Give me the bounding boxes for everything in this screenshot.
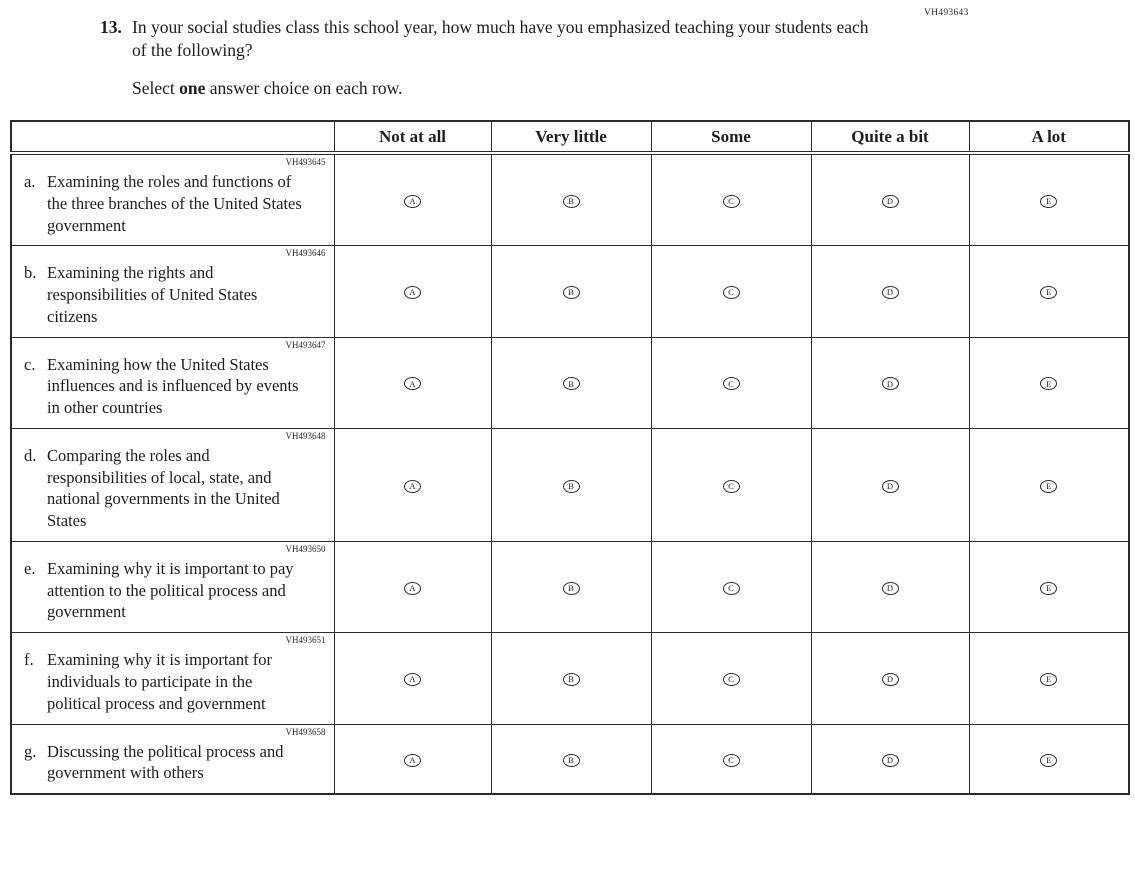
option-cell-quite-a-bit bbox=[811, 428, 969, 541]
option-cell-quite-a-bit bbox=[811, 724, 969, 794]
row-label-text: Examining why it is important for individuals to participate in the political process and government bbox=[47, 650, 273, 713]
row-label-cell bbox=[11, 633, 334, 724]
table-body bbox=[11, 153, 1129, 794]
table-row bbox=[11, 724, 1129, 794]
option-bubble-e[interactable]: E bbox=[1040, 286, 1057, 299]
option-cell-not-at-all bbox=[334, 246, 491, 337]
row-label-cell bbox=[11, 246, 334, 337]
row-letter: f. bbox=[24, 650, 34, 670]
item-code: VH493658 bbox=[285, 726, 326, 737]
option-bubble-c[interactable]: C bbox=[723, 582, 740, 595]
option-cell-very-little bbox=[491, 337, 651, 428]
option-cell-a-lot bbox=[969, 153, 1129, 246]
row-label-line bbox=[22, 171, 328, 236]
option-bubble-c[interactable]: C bbox=[723, 377, 740, 390]
option-cell-a-lot bbox=[969, 428, 1129, 541]
row-label-text: Examining the rights and responsibilities of United States citizens bbox=[47, 263, 258, 326]
option-cell-quite-a-bit bbox=[811, 337, 969, 428]
option-bubble-a[interactable]: A bbox=[404, 480, 421, 493]
column-header-quite-a-bit: Quite a bit bbox=[811, 121, 969, 153]
row-letter: d. bbox=[24, 445, 37, 465]
option-cell-a-lot bbox=[969, 633, 1129, 724]
row-label-cell bbox=[11, 153, 334, 246]
option-cell-quite-a-bit bbox=[811, 633, 969, 724]
option-bubble-b[interactable]: B bbox=[563, 754, 580, 767]
option-cell-not-at-all bbox=[334, 153, 491, 246]
option-cell-a-lot bbox=[969, 541, 1129, 632]
option-cell-very-little bbox=[491, 428, 651, 541]
option-cell-some bbox=[651, 246, 811, 337]
row-letter: e. bbox=[24, 558, 36, 578]
option-cell-quite-a-bit bbox=[811, 153, 969, 246]
table-row bbox=[11, 428, 1129, 541]
option-bubble-d[interactable]: D bbox=[882, 754, 899, 767]
option-bubble-b[interactable]: B bbox=[563, 673, 580, 686]
row-label-line bbox=[22, 262, 328, 327]
option-bubble-d[interactable]: D bbox=[882, 582, 899, 595]
option-bubble-a[interactable]: A bbox=[404, 673, 421, 686]
option-bubble-e[interactable]: E bbox=[1040, 377, 1057, 390]
option-bubble-c[interactable]: C bbox=[723, 480, 740, 493]
option-cell-very-little bbox=[491, 153, 651, 246]
column-header-some: Some bbox=[651, 121, 811, 153]
option-bubble-d[interactable]: D bbox=[882, 480, 899, 493]
option-cell-not-at-all bbox=[334, 724, 491, 794]
row-label-line bbox=[22, 354, 328, 419]
option-cell-a-lot bbox=[969, 724, 1129, 794]
option-bubble-b[interactable]: B bbox=[563, 377, 580, 390]
option-bubble-c[interactable]: C bbox=[723, 286, 740, 299]
item-code: VH493648 bbox=[285, 430, 326, 441]
option-cell-very-little bbox=[491, 633, 651, 724]
question-text: In your social studies class this school year, how much have you emphasized teaching your students each of the following? bbox=[132, 17, 869, 60]
option-cell-very-little bbox=[491, 541, 651, 632]
row-label-text: Examining how the United States influences and is influenced by events in other countries bbox=[47, 354, 299, 418]
question-block bbox=[100, 16, 874, 99]
item-code: VH493647 bbox=[285, 339, 326, 350]
row-label-line bbox=[22, 558, 328, 623]
option-cell-some bbox=[651, 724, 811, 794]
option-cell-some bbox=[651, 153, 811, 246]
row-label-cell bbox=[11, 724, 334, 794]
option-bubble-d[interactable]: D bbox=[882, 286, 899, 299]
option-bubble-d[interactable]: D bbox=[882, 673, 899, 686]
table-row bbox=[11, 633, 1129, 724]
option-cell-quite-a-bit bbox=[811, 541, 969, 632]
question-instruction bbox=[132, 78, 874, 99]
column-header-not-at-all: Not at all bbox=[334, 121, 491, 153]
table-header bbox=[11, 121, 1129, 153]
instruction-suffix: answer choice on each row. bbox=[205, 77, 403, 98]
item-code: VH493645 bbox=[285, 157, 326, 167]
table-row bbox=[11, 541, 1129, 632]
row-letter: b. bbox=[24, 263, 37, 283]
column-header-very-little: Very little bbox=[491, 121, 651, 153]
option-bubble-c[interactable]: C bbox=[723, 754, 740, 767]
item-code: VH493646 bbox=[285, 248, 326, 259]
option-bubble-d[interactable]: D bbox=[882, 195, 899, 208]
option-bubble-e[interactable]: E bbox=[1040, 582, 1057, 595]
instruction-bold-word: one bbox=[179, 77, 206, 98]
option-bubble-a[interactable]: A bbox=[404, 195, 421, 208]
page-accession-code: VH493643 bbox=[924, 8, 969, 18]
option-cell-quite-a-bit bbox=[811, 246, 969, 337]
option-bubble-b[interactable]: B bbox=[563, 582, 580, 595]
option-cell-very-little bbox=[491, 724, 651, 794]
row-label-line bbox=[22, 649, 328, 714]
option-cell-some bbox=[651, 541, 811, 632]
row-label-text: Examining why it is important to pay attention to the political process and government bbox=[47, 558, 294, 622]
option-bubble-b[interactable]: B bbox=[563, 286, 580, 299]
option-cell-some bbox=[651, 337, 811, 428]
table-row bbox=[11, 337, 1129, 428]
option-bubble-d[interactable]: D bbox=[882, 377, 899, 390]
row-label-text: Comparing the roles and responsibilities of local, state, and national governments in the United States bbox=[47, 445, 280, 531]
option-bubble-e[interactable]: E bbox=[1040, 195, 1057, 208]
row-label-line bbox=[22, 445, 328, 532]
option-cell-some bbox=[651, 428, 811, 541]
option-cell-very-little bbox=[491, 246, 651, 337]
row-label-cell bbox=[11, 541, 334, 632]
instruction-prefix: Select bbox=[132, 77, 180, 98]
option-cell-not-at-all bbox=[334, 337, 491, 428]
row-label-cell bbox=[11, 337, 334, 428]
option-bubble-c[interactable]: C bbox=[723, 673, 740, 686]
row-label-text: Examining the roles and functions of the three branches of the United States government bbox=[47, 172, 302, 235]
option-cell-some bbox=[651, 633, 811, 724]
option-bubble-e[interactable]: E bbox=[1040, 673, 1057, 686]
option-cell-not-at-all bbox=[334, 541, 491, 632]
row-letter: c. bbox=[24, 354, 36, 374]
option-bubble-b[interactable]: B bbox=[563, 195, 580, 208]
header-row bbox=[11, 121, 1129, 153]
option-bubble-a[interactable]: A bbox=[404, 754, 421, 767]
item-code: VH493651 bbox=[285, 635, 326, 646]
option-bubble-b[interactable]: B bbox=[563, 480, 580, 493]
column-header-a-lot: A lot bbox=[969, 121, 1129, 153]
option-cell-a-lot bbox=[969, 246, 1129, 337]
option-bubble-a[interactable]: A bbox=[404, 286, 421, 299]
row-letter: a. bbox=[24, 172, 36, 191]
option-cell-not-at-all bbox=[334, 633, 491, 724]
row-label-cell bbox=[11, 428, 334, 541]
table-row bbox=[11, 153, 1129, 246]
row-label-text: Discussing the political process and government with others bbox=[47, 741, 284, 783]
row-label-line bbox=[22, 741, 328, 785]
table-row bbox=[11, 246, 1129, 337]
item-code: VH493650 bbox=[285, 543, 326, 554]
option-cell-a-lot bbox=[969, 337, 1129, 428]
row-letter: g. bbox=[24, 741, 37, 761]
option-bubble-e[interactable]: E bbox=[1040, 754, 1057, 767]
corner-cell bbox=[11, 121, 334, 153]
option-bubble-a[interactable]: A bbox=[404, 582, 421, 595]
option-bubble-e[interactable]: E bbox=[1040, 480, 1057, 493]
question-body bbox=[132, 16, 874, 99]
response-matrix-table bbox=[10, 120, 1130, 795]
option-bubble-c[interactable]: C bbox=[723, 195, 740, 208]
question-number: 13. bbox=[100, 17, 122, 37]
option-cell-not-at-all bbox=[334, 428, 491, 541]
option-bubble-a[interactable]: A bbox=[404, 377, 421, 390]
